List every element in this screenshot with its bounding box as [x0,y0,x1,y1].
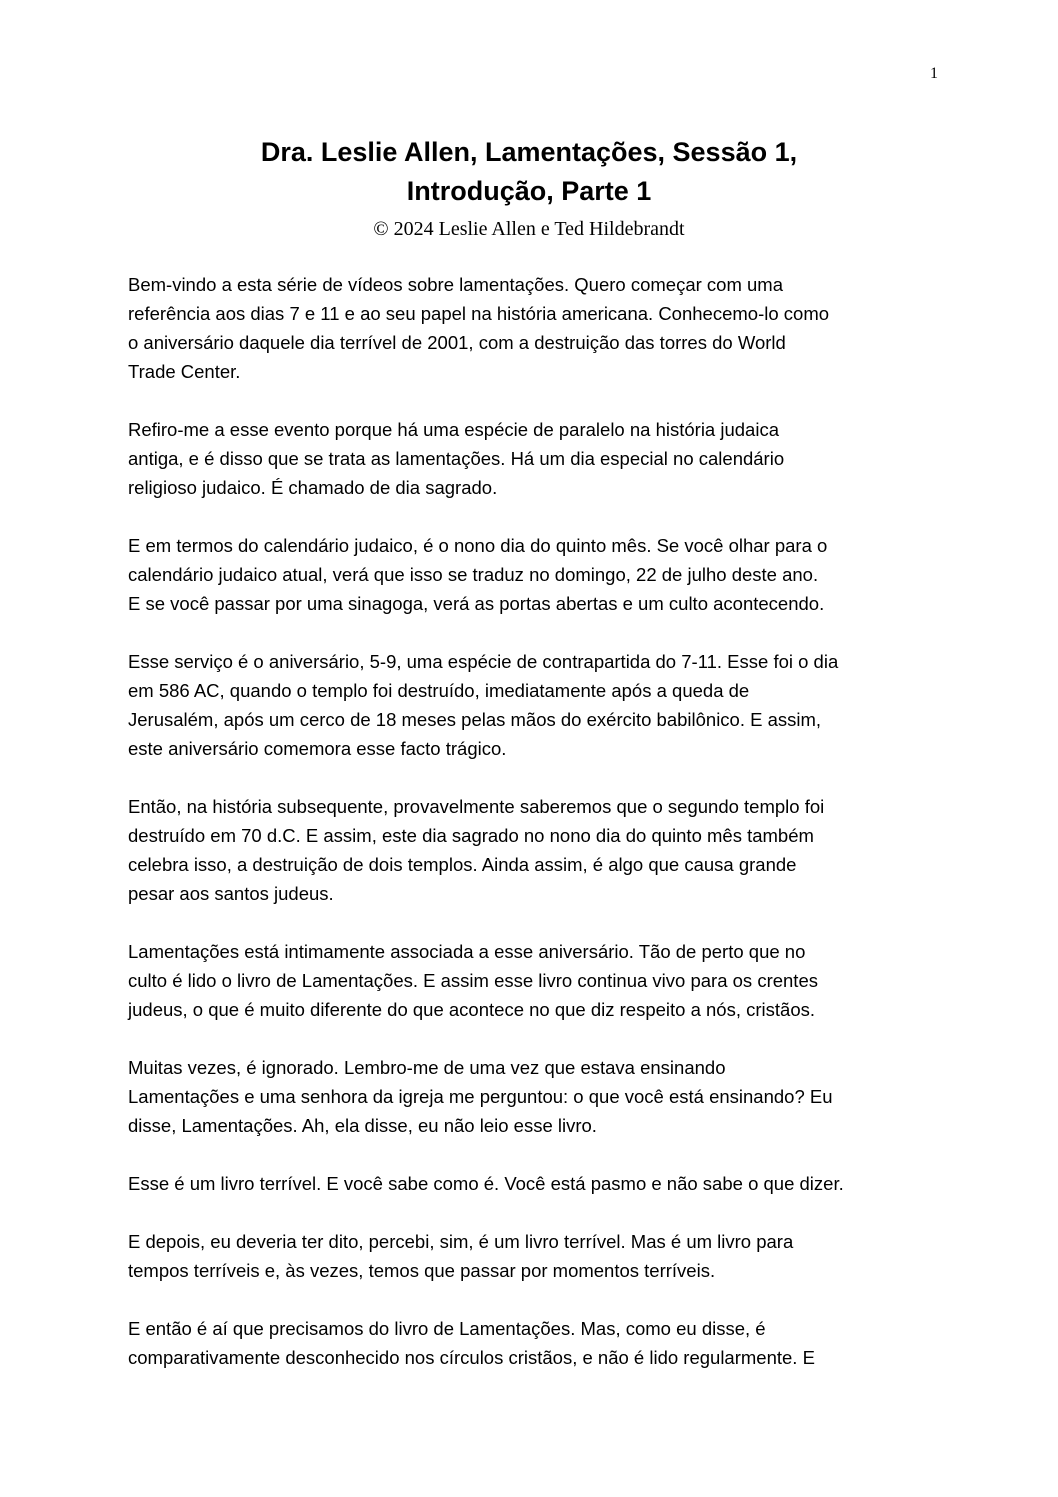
paragraph [128,1314,938,1372]
paragraph-line: Lamentações e uma senhora da igreja me perguntou: o que você está ensinando? Eu [128,1086,833,1107]
paragraph-line: Lamentações está intimamente associada a esse aniversário. Tão de perto que no [128,941,806,962]
paragraph-line: disse, Lamentações. Ah, ela disse, eu não leio esse livro. [128,1115,597,1136]
paragraph [128,792,938,908]
paragraph-line: Trade Center. [128,361,241,382]
paragraph-line: Muitas vezes, é ignorado. Lembro-me de uma vez que estava ensinando [128,1057,726,1078]
paragraph-line: pesar aos santos judeus. [128,883,334,904]
paragraph-line: Refiro-me a esse evento porque há uma espécie de paralelo na história judaica [128,419,779,440]
paragraph-line: E então é aí que precisamos do livro de Lamentações. Mas, como eu disse, é [128,1318,766,1339]
paragraph-line: o aniversário daquele dia terrível de 2001, com a destruição das torres do World [128,332,786,353]
title-line: Introdução, Parte 1 [406,176,652,206]
paragraph-line: Bem-vindo a esta série de vídeos sobre lamentações. Quero começar com uma [128,274,784,295]
paragraph-line: E em termos do calendário judaico, é o nono dia do quinto mês. Se você olhar para o [128,535,828,556]
paragraph [128,1169,938,1198]
paragraph [128,270,938,386]
paragraph-line: E depois, eu deveria ter dito, percebi, sim, é um livro terrível. Mas é um livro para [128,1231,794,1252]
document-body [128,270,938,1401]
paragraph [128,1053,938,1140]
copyright-notice: © 2024 Leslie Allen e Ted Hildebrandt [373,218,685,240]
paragraph-line: religioso judaico. É chamado de dia sagrado. [128,477,498,498]
paragraph-line: referência aos dias 7 e 11 e ao seu papel na história americana. Conhecemo-lo como [128,303,830,324]
paragraph [128,531,938,618]
paragraph-line: antiga, e é disso que se trata as lamentações. Há um dia especial no calendário [128,448,785,469]
page-number: 1 [930,65,938,82]
paragraph-line: Jerusalém, após um cerco de 18 meses pelas mãos do exército babilônico. E assim, [128,709,822,730]
paragraph-line: culto é lido o livro de Lamentações. E assim esse livro continua vivo para os crentes [128,970,818,991]
paragraph [128,1227,938,1285]
paragraph-line: calendário judaico atual, verá que isso se traduz no domingo, 22 de julho deste ano. [128,564,819,585]
paragraph-line: E se você passar por uma sinagoga, verá as portas abertas e um culto acontecendo. [128,593,825,614]
document-title [100,133,958,211]
paragraph-line: Então, na história subsequente, provavelmente saberemos que o segundo templo foi [128,796,825,817]
paragraph [128,415,938,502]
paragraph-line: este aniversário comemora esse facto trágico. [128,738,507,759]
paragraph-line: Esse é um livro terrível. E você sabe como é. Você está pasmo e não sabe o que dizer. [128,1173,844,1194]
paragraph-line: comparativamente desconhecido nos círculos cristãos, e não é lido regularmente. E [128,1347,815,1368]
paragraph-line: destruído em 70 d.C. E assim, este dia sagrado no nono dia do quinto mês também [128,825,814,846]
paragraph-line: em 586 AC, quando o templo foi destruído, imediatamente após a queda de [128,680,750,701]
paragraph-line: tempos terríveis e, às vezes, temos que passar por momentos terríveis. [128,1260,716,1281]
title-line: Dra. Leslie Allen, Lamentações, Sessão 1, [260,137,798,167]
paragraph-line: Esse serviço é o aniversário, 5-9, uma espécie de contrapartida do 7-11. Esse foi o dia [128,651,839,672]
paragraph-line: judeus, o que é muito diferente do que acontece no que diz respeito a nós, cristãos. [128,999,816,1020]
paragraph [128,647,938,763]
paragraph [128,937,938,1024]
paragraph-line: celebra isso, a destruição de dois templos. Ainda assim, é algo que causa grande [128,854,797,875]
